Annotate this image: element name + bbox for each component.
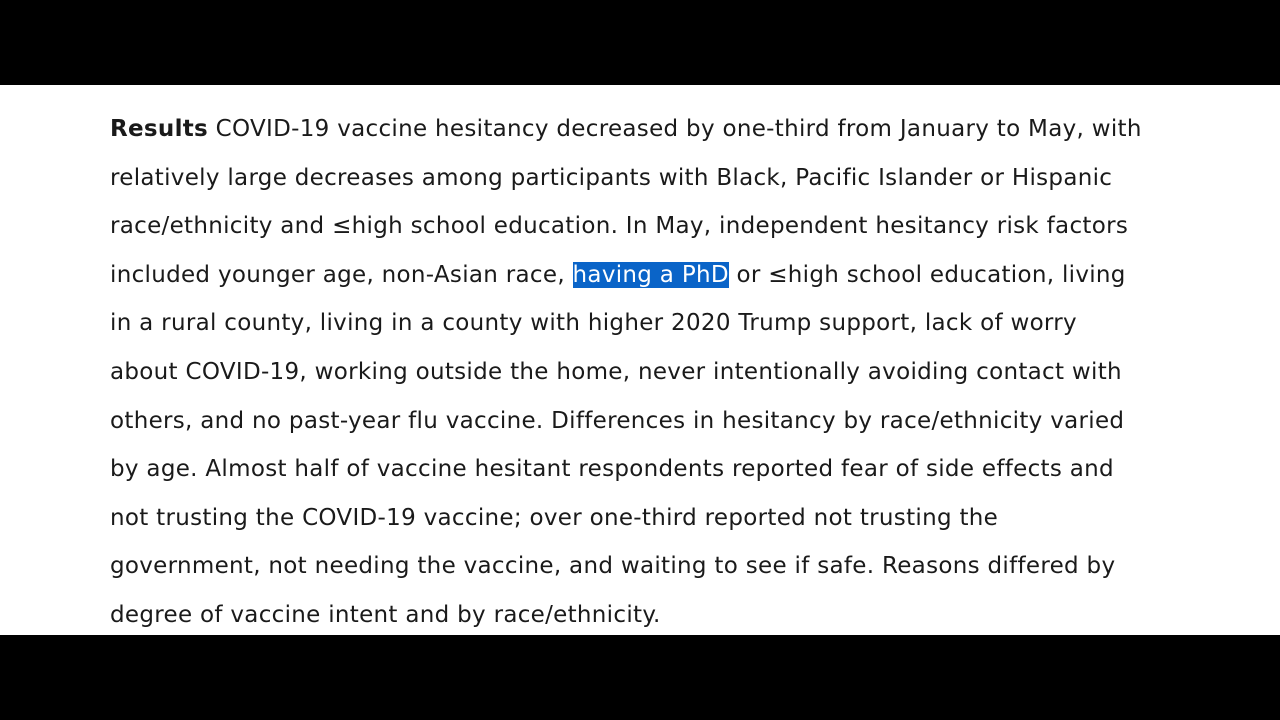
text-line-4-end: or ≤high school education, living — [728, 261, 1126, 288]
letterbox-top-bar — [0, 0, 1280, 85]
text-line-5: in a rural county, living in a county with higher 2020 Trump support, lack of worry — [110, 310, 1077, 337]
text-line-7: others, and no past-year flu vaccine. Differences in hesitancy by race/ethnicity varied — [110, 407, 1125, 434]
text-line-3: race/ethnicity and ≤high school education. In May, independent hesitancy risk factors — [110, 213, 1129, 240]
highlighted-text-selection[interactable]: having a PhD — [572, 261, 729, 288]
text-line-11: degree of vaccine intent and by race/ethnicity. — [110, 601, 661, 628]
letterbox-bottom-bar — [0, 635, 1280, 720]
document-page — [0, 85, 1280, 635]
text-line-1-body: COVID-19 vaccine hesitancy decreased by one-third from January to May, with — [208, 116, 1142, 142]
text-line-1 — [110, 105, 1220, 154]
results-label: Results — [110, 116, 209, 142]
results-paragraph — [110, 105, 1220, 635]
text-line-8: by age. Almost half of vaccine hesitant respondents reported fear of side effects and — [110, 456, 1114, 483]
text-line-4-start: included younger age, non-Asian race, — [110, 261, 573, 288]
text-line-9: not trusting the COVID-19 vaccine; over one-third reported not trusting the — [110, 504, 999, 531]
text-line-2: relatively large decreases among participants with Black, Pacific Islander or Hispanic — [110, 164, 1113, 191]
text-line-10: government, not needing the vaccine, and waiting to see if safe. Reasons differed by — [110, 553, 1116, 580]
text-line-6: about COVID-19, working outside the home, never intentionally avoiding contact with — [110, 358, 1122, 385]
text-line-4 — [110, 251, 1220, 300]
